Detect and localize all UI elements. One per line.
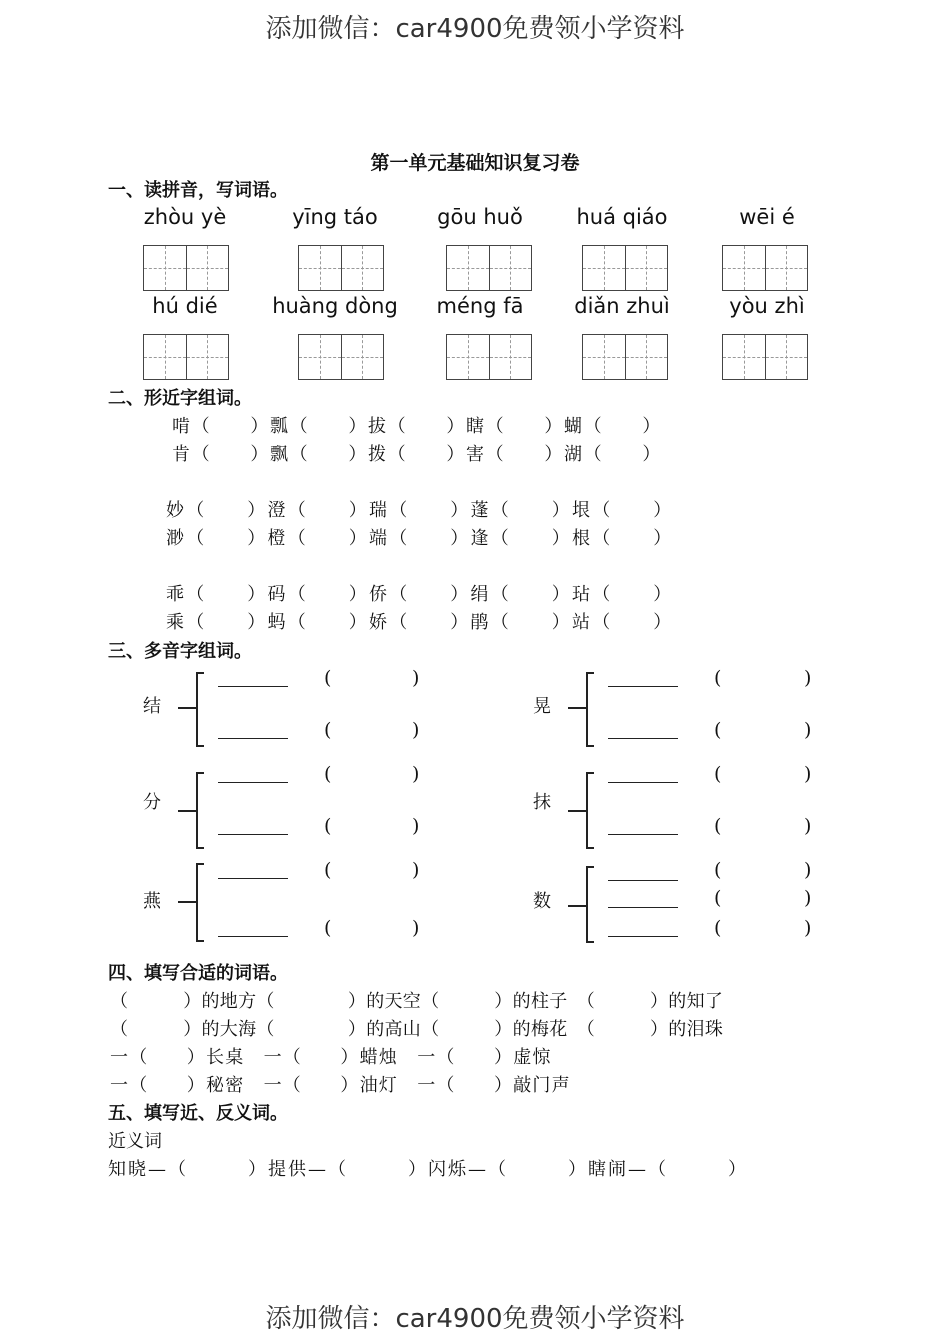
section-2-heading: 二、形近字组词。: [108, 388, 252, 409]
paren-open: (: [714, 815, 722, 837]
paren-close: ): [804, 667, 812, 689]
similar-char-row: 乘（ ）蚂（ ）娇（ ）鹃（ ）站（ ）: [166, 612, 674, 633]
paren-close: ): [412, 763, 420, 785]
answer-line[interactable]: [218, 782, 288, 783]
section-4-heading: 四、填写合适的词语。: [108, 963, 288, 984]
paren-close: ): [412, 719, 420, 741]
brace: [586, 672, 588, 746]
brace-tick: [568, 905, 586, 907]
polyphone-char: 抹: [533, 792, 551, 813]
answer-line[interactable]: [608, 834, 678, 835]
paren-open: (: [714, 859, 722, 881]
answer-line[interactable]: [218, 878, 288, 879]
writing-grid[interactable]: [582, 334, 668, 380]
paren-close: ): [804, 763, 812, 785]
polyphone-char: 晃: [533, 696, 551, 717]
fill-row: （ ）的地方（ ）的天空（ ）的柱子 （ ）的知了: [110, 991, 724, 1012]
pinyin-label: yīng táo: [292, 205, 378, 229]
writing-grid[interactable]: [446, 245, 532, 291]
paren-close: ): [412, 815, 420, 837]
answer-line[interactable]: [218, 686, 288, 687]
paren-open: (: [324, 917, 332, 939]
answer-line[interactable]: [608, 738, 678, 739]
brace: [586, 866, 588, 942]
paren-open: (: [324, 763, 332, 785]
writing-grid[interactable]: [446, 334, 532, 380]
paren-open: (: [714, 763, 722, 785]
answer-line[interactable]: [608, 936, 678, 937]
fill-row: 一（ ）秘密 一（ ）油灯 一（ ）敲门声: [110, 1075, 571, 1096]
brace: [196, 672, 198, 746]
paren-open: (: [324, 859, 332, 881]
watermark-bottom: 添加微信：car4900免费领小学资料: [265, 1304, 685, 1334]
page-title: 第一单元基础知识复习卷: [370, 152, 580, 174]
answer-line[interactable]: [608, 907, 678, 908]
brace-tick: [568, 707, 586, 709]
section-1-heading: 一、读拼音，写词语。: [108, 180, 288, 201]
synonym-subheading: 近义词: [108, 1131, 162, 1152]
polyphone-char: 数: [533, 891, 551, 912]
pinyin-label: zhòu yè: [143, 205, 227, 229]
paren-open: (: [714, 887, 722, 909]
brace-top: [196, 863, 204, 865]
brace-bottom: [196, 745, 204, 747]
brace: [586, 772, 588, 848]
brace: [196, 772, 198, 848]
writing-grid[interactable]: [722, 334, 808, 380]
brace-bottom: [196, 847, 204, 849]
brace-tick: [178, 810, 196, 812]
brace-top: [196, 772, 204, 774]
paren-open: (: [324, 719, 332, 741]
polyphone-char: 结: [143, 696, 161, 717]
similar-char-row: 肯（ ）飘（ ）拨（ ）害（ ）湖（ ）: [172, 444, 662, 465]
paren-close: ): [804, 887, 812, 909]
synonym-row: 知晓—（ ）提供—（ ）闪烁—（ ）瞎闹—（ ）: [108, 1159, 748, 1180]
answer-line[interactable]: [608, 880, 678, 881]
paren-open: (: [714, 917, 722, 939]
section-5-heading: 五、填写近、反义词。: [108, 1103, 288, 1124]
polyphone-char: 燕: [143, 891, 161, 912]
writing-grid[interactable]: [143, 245, 229, 291]
paren-open: (: [324, 667, 332, 689]
brace-tick: [178, 901, 196, 903]
brace-bottom: [586, 941, 594, 943]
pinyin-label: huàng dòng: [272, 294, 398, 318]
pinyin-label: méng fā: [436, 294, 524, 318]
answer-line[interactable]: [218, 738, 288, 739]
paren-close: ): [412, 859, 420, 881]
brace-bottom: [586, 745, 594, 747]
pinyin-label: gōu huǒ: [437, 205, 523, 229]
pinyin-label: yòu zhì: [729, 294, 805, 318]
pinyin-label: hú dié: [152, 294, 218, 318]
answer-line[interactable]: [608, 686, 678, 687]
fill-row: （ ）的大海（ ）的高山（ ）的梅花 （ ）的泪珠: [110, 1019, 724, 1040]
paren-close: ): [804, 859, 812, 881]
brace-top: [196, 672, 204, 674]
writing-grid[interactable]: [722, 245, 808, 291]
answer-line[interactable]: [608, 782, 678, 783]
brace-bottom: [586, 847, 594, 849]
watermark-top: 添加微信：car4900免费领小学资料: [265, 14, 685, 44]
similar-char-row: 啃（ ）瓢（ ）拔（ ）瞎（ ）蝴（ ）: [172, 416, 662, 437]
similar-char-row: 渺（ ）橙（ ）端（ ）逢（ ）根（ ）: [166, 528, 674, 549]
paren-close: ): [804, 917, 812, 939]
paren-close: ): [804, 719, 812, 741]
paren-open: (: [714, 719, 722, 741]
paren-close: ): [804, 815, 812, 837]
writing-grid[interactable]: [582, 245, 668, 291]
answer-line[interactable]: [218, 936, 288, 937]
brace-top: [586, 672, 594, 674]
brace-tick: [178, 707, 196, 709]
writing-grid[interactable]: [298, 334, 384, 380]
polyphone-char: 分: [143, 792, 161, 813]
answer-line[interactable]: [218, 834, 288, 835]
brace: [196, 863, 198, 941]
brace-tick: [568, 810, 586, 812]
pinyin-label: diǎn zhuì: [574, 294, 670, 318]
pinyin-label: huá qiáo: [576, 205, 668, 229]
writing-grid[interactable]: [298, 245, 384, 291]
pinyin-label: wēi é: [739, 205, 795, 229]
paren-open: (: [714, 667, 722, 689]
similar-char-row: 乖（ ）码（ ）侨（ ）绢（ ）玷（ ）: [166, 584, 674, 605]
brace-bottom: [196, 940, 204, 942]
paren-open: (: [324, 815, 332, 837]
brace-top: [586, 772, 594, 774]
brace-top: [586, 866, 594, 868]
similar-char-row: 妙（ ）澄（ ）瑞（ ）蓬（ ）垠（ ）: [166, 500, 674, 521]
paren-close: ): [412, 667, 420, 689]
writing-grid[interactable]: [143, 334, 229, 380]
section-3-heading: 三、多音字组词。: [108, 641, 252, 662]
fill-row: 一（ ）长桌 一（ ）蜡烛 一（ ）虚惊: [110, 1047, 552, 1068]
paren-close: ): [412, 917, 420, 939]
